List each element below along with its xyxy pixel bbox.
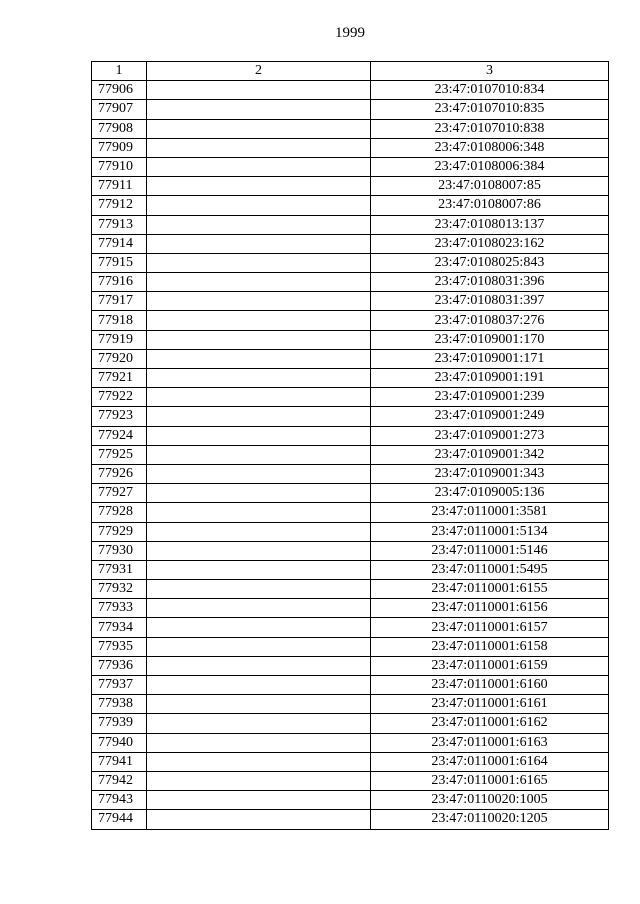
- row-number-cell: 77938: [92, 695, 147, 714]
- cadastral-number-cell: 23:47:0110001:3581: [371, 503, 609, 522]
- table-row: [92, 215, 609, 234]
- table-row: [92, 81, 609, 100]
- row-empty-cell: [147, 177, 371, 196]
- cadastral-number-cell: 23:47:0108006:348: [371, 138, 609, 157]
- table-row: [92, 484, 609, 503]
- table-row: [92, 541, 609, 560]
- row-number-cell: 77907: [92, 100, 147, 119]
- cadastral-number-cell: 23:47:0109001:249: [371, 407, 609, 426]
- row-empty-cell: [147, 330, 371, 349]
- row-empty-cell: [147, 253, 371, 272]
- row-number-cell: 77944: [92, 810, 147, 829]
- row-number-cell: 77913: [92, 215, 147, 234]
- row-number-cell: 77942: [92, 771, 147, 790]
- cadastral-number-cell: 23:47:0108031:396: [371, 273, 609, 292]
- row-number-cell: 77911: [92, 177, 147, 196]
- cadastral-number-cell: 23:47:0108006:384: [371, 157, 609, 176]
- cadastral-number-cell: 23:47:0109001:171: [371, 349, 609, 368]
- cadastral-number-cell: 23:47:0110020:1005: [371, 791, 609, 810]
- table-body: [92, 81, 609, 829]
- row-number-cell: 77937: [92, 676, 147, 695]
- cadastral-number-cell: 23:47:0109001:191: [371, 369, 609, 388]
- cadastral-number-cell: 23:47:0109001:273: [371, 426, 609, 445]
- row-empty-cell: [147, 445, 371, 464]
- cadastral-number-cell: 23:47:0110001:6155: [371, 580, 609, 599]
- row-number-cell: 77928: [92, 503, 147, 522]
- row-empty-cell: [147, 503, 371, 522]
- row-number-cell: 77941: [92, 752, 147, 771]
- cadastral-number-cell: 23:47:0110001:6165: [371, 771, 609, 790]
- table-row: [92, 388, 609, 407]
- row-number-cell: 77917: [92, 292, 147, 311]
- row-empty-cell: [147, 771, 371, 790]
- table-row: [92, 522, 609, 541]
- row-number-cell: 77935: [92, 637, 147, 656]
- cadastral-number-cell: 23:47:0110001:6160: [371, 676, 609, 695]
- row-number-cell: 77939: [92, 714, 147, 733]
- table-row: [92, 369, 609, 388]
- row-empty-cell: [147, 388, 371, 407]
- cadastral-number-cell: 23:47:0108007:85: [371, 177, 609, 196]
- table-row: [92, 580, 609, 599]
- cadastral-number-cell: 23:47:0110001:6164: [371, 752, 609, 771]
- row-empty-cell: [147, 157, 371, 176]
- table-row: [92, 349, 609, 368]
- cadastral-number-cell: 23:47:0108037:276: [371, 311, 609, 330]
- row-number-cell: 77915: [92, 253, 147, 272]
- cadastral-number-cell: 23:47:0110001:6159: [371, 656, 609, 675]
- row-number-cell: 77914: [92, 234, 147, 253]
- row-number-cell: 77943: [92, 791, 147, 810]
- cadastral-number-cell: 23:47:0107010:835: [371, 100, 609, 119]
- row-empty-cell: [147, 369, 371, 388]
- row-number-cell: 77932: [92, 580, 147, 599]
- row-number-cell: 77906: [92, 81, 147, 100]
- row-empty-cell: [147, 273, 371, 292]
- table-row: [92, 733, 609, 752]
- cadastral-number-cell: 23:47:0108007:86: [371, 196, 609, 215]
- row-number-cell: 77924: [92, 426, 147, 445]
- table-row: [92, 119, 609, 138]
- row-empty-cell: [147, 311, 371, 330]
- row-number-cell: 77936: [92, 656, 147, 675]
- table-row: [92, 695, 609, 714]
- table-row: [92, 196, 609, 215]
- row-empty-cell: [147, 522, 371, 541]
- table-row: [92, 560, 609, 579]
- row-empty-cell: [147, 810, 371, 829]
- column-header-2: 2: [147, 62, 371, 81]
- row-empty-cell: [147, 464, 371, 483]
- cadastral-table: [91, 61, 609, 830]
- row-number-cell: 77929: [92, 522, 147, 541]
- table-row: [92, 714, 609, 733]
- table-row: [92, 157, 609, 176]
- row-empty-cell: [147, 695, 371, 714]
- row-empty-cell: [147, 618, 371, 637]
- row-number-cell: 77926: [92, 464, 147, 483]
- cadastral-number-cell: 23:47:0109001:342: [371, 445, 609, 464]
- cadastral-number-cell: 23:47:0110001:5495: [371, 560, 609, 579]
- row-empty-cell: [147, 656, 371, 675]
- row-number-cell: 77931: [92, 560, 147, 579]
- row-empty-cell: [147, 349, 371, 368]
- row-number-cell: 77933: [92, 599, 147, 618]
- row-number-cell: 77930: [92, 541, 147, 560]
- cadastral-number-cell: 23:47:0110001:6156: [371, 599, 609, 618]
- row-number-cell: 77927: [92, 484, 147, 503]
- row-number-cell: 77916: [92, 273, 147, 292]
- row-number-cell: 77940: [92, 733, 147, 752]
- row-empty-cell: [147, 791, 371, 810]
- table-row: [92, 464, 609, 483]
- cadastral-number-cell: 23:47:0108013:137: [371, 215, 609, 234]
- table-row: [92, 810, 609, 829]
- table-row: [92, 253, 609, 272]
- table-row: [92, 752, 609, 771]
- row-empty-cell: [147, 426, 371, 445]
- cadastral-number-cell: 23:47:0107010:834: [371, 81, 609, 100]
- table-row: [92, 771, 609, 790]
- row-empty-cell: [147, 676, 371, 695]
- row-number-cell: 77910: [92, 157, 147, 176]
- table-row: [92, 311, 609, 330]
- table-row: [92, 599, 609, 618]
- table-row: [92, 292, 609, 311]
- cadastral-number-cell: 23:47:0108025:843: [371, 253, 609, 272]
- row-number-cell: 77922: [92, 388, 147, 407]
- cadastral-number-cell: 23:47:0110001:6157: [371, 618, 609, 637]
- row-empty-cell: [147, 580, 371, 599]
- table-row: [92, 656, 609, 675]
- table-row: [92, 330, 609, 349]
- table-row: [92, 503, 609, 522]
- row-empty-cell: [147, 541, 371, 560]
- row-number-cell: 77909: [92, 138, 147, 157]
- row-empty-cell: [147, 119, 371, 138]
- row-empty-cell: [147, 560, 371, 579]
- cadastral-number-cell: 23:47:0110020:1205: [371, 810, 609, 829]
- row-number-cell: 77923: [92, 407, 147, 426]
- table-row: [92, 426, 609, 445]
- row-empty-cell: [147, 484, 371, 503]
- table-row: [92, 138, 609, 157]
- cadastral-number-cell: 23:47:0107010:838: [371, 119, 609, 138]
- row-empty-cell: [147, 637, 371, 656]
- table-row: [92, 273, 609, 292]
- row-number-cell: 77921: [92, 369, 147, 388]
- cadastral-number-cell: 23:47:0110001:6163: [371, 733, 609, 752]
- column-header-1: 1: [92, 62, 147, 81]
- row-number-cell: 77908: [92, 119, 147, 138]
- row-empty-cell: [147, 599, 371, 618]
- table-row: [92, 637, 609, 656]
- table-header-row: [92, 62, 609, 81]
- cadastral-number-cell: 23:47:0108031:397: [371, 292, 609, 311]
- column-header-3: 3: [371, 62, 609, 81]
- row-number-cell: 77934: [92, 618, 147, 637]
- table-row: [92, 100, 609, 119]
- table-row: [92, 177, 609, 196]
- row-empty-cell: [147, 100, 371, 119]
- cadastral-number-cell: 23:47:0109001:343: [371, 464, 609, 483]
- cadastral-number-cell: 23:47:0110001:5146: [371, 541, 609, 560]
- row-number-cell: 77912: [92, 196, 147, 215]
- table-row: [92, 618, 609, 637]
- table-row: [92, 234, 609, 253]
- cadastral-number-cell: 23:47:0110001:6158: [371, 637, 609, 656]
- row-empty-cell: [147, 81, 371, 100]
- row-empty-cell: [147, 234, 371, 253]
- cadastral-number-cell: 23:47:0108023:162: [371, 234, 609, 253]
- cadastral-number-cell: 23:47:0110001:5134: [371, 522, 609, 541]
- cadastral-number-cell: 23:47:0110001:6161: [371, 695, 609, 714]
- cadastral-number-cell: 23:47:0109001:239: [371, 388, 609, 407]
- row-number-cell: 77925: [92, 445, 147, 464]
- cadastral-number-cell: 23:47:0110001:6162: [371, 714, 609, 733]
- row-number-cell: 77919: [92, 330, 147, 349]
- row-empty-cell: [147, 215, 371, 234]
- cadastral-number-cell: 23:47:0109005:136: [371, 484, 609, 503]
- row-empty-cell: [147, 733, 371, 752]
- page-number: 1999: [335, 25, 365, 41]
- cadastral-number-cell: 23:47:0109001:170: [371, 330, 609, 349]
- row-empty-cell: [147, 196, 371, 215]
- table-row: [92, 676, 609, 695]
- table-row: [92, 407, 609, 426]
- row-empty-cell: [147, 292, 371, 311]
- table-row: [92, 445, 609, 464]
- row-number-cell: 77920: [92, 349, 147, 368]
- row-empty-cell: [147, 752, 371, 771]
- row-empty-cell: [147, 407, 371, 426]
- row-empty-cell: [147, 714, 371, 733]
- row-number-cell: 77918: [92, 311, 147, 330]
- row-empty-cell: [147, 138, 371, 157]
- table-row: [92, 791, 609, 810]
